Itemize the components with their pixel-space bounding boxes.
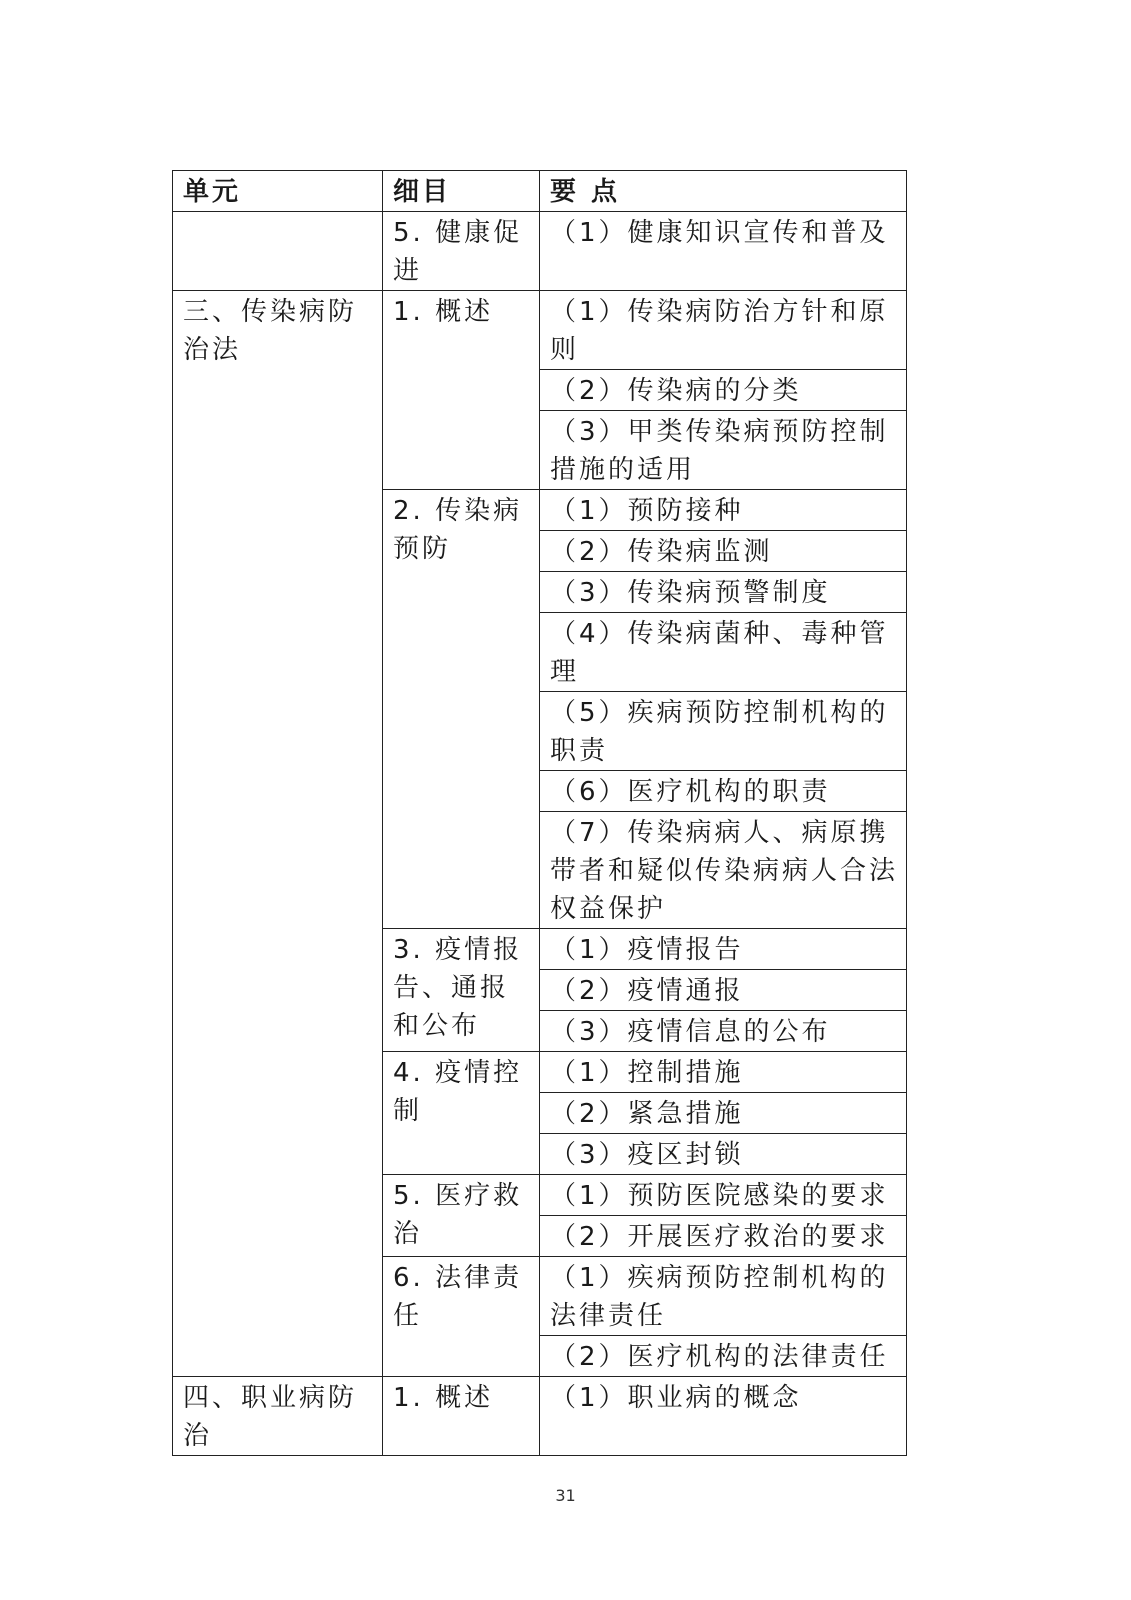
header-unit: 单元	[173, 171, 383, 212]
item-cell: 1. 概述	[383, 1377, 540, 1456]
item-cell: 5. 健康促进	[383, 212, 540, 291]
unit-cell	[173, 212, 383, 291]
point-cell: （2）医疗机构的法律责任	[540, 1336, 907, 1377]
header-item: 细目	[383, 171, 540, 212]
table-body	[173, 212, 907, 1456]
point-cell: （3）疫情信息的公布	[540, 1011, 907, 1052]
unit-cell: 三、传染病防治法	[173, 291, 383, 1377]
point-cell: （1）职业病的概念	[540, 1377, 907, 1456]
unit-cell: 四、职业病防治	[173, 1377, 383, 1456]
item-cell: 1. 概述	[383, 291, 540, 490]
page-number: 31	[555, 1486, 576, 1505]
point-cell: （1）预防接种	[540, 490, 907, 531]
header-points: 要 点	[540, 171, 907, 212]
point-cell: （1）疾病预防控制机构的法律责任	[540, 1257, 907, 1336]
point-cell: （3）甲类传染病预防控制措施的适用	[540, 411, 907, 490]
point-cell: （6）医疗机构的职责	[540, 771, 907, 812]
point-cell: （2）紧急措施	[540, 1093, 907, 1134]
item-cell: 5. 医疗救治	[383, 1175, 540, 1257]
point-cell: （2）开展医疗救治的要求	[540, 1216, 907, 1257]
point-cell: （3）传染病预警制度	[540, 572, 907, 613]
table-row	[173, 291, 907, 370]
point-cell: （2）传染病监测	[540, 531, 907, 572]
table-row	[173, 1377, 907, 1456]
point-cell: （4）传染病菌种、毒种管理	[540, 613, 907, 692]
outline-table	[172, 170, 907, 1456]
point-cell: （5）疾病预防控制机构的职责	[540, 692, 907, 771]
point-cell: （3）疫区封锁	[540, 1134, 907, 1175]
table-row	[173, 212, 907, 291]
item-cell: 3. 疫情报告、通报和公布	[383, 929, 540, 1052]
point-cell: （1）控制措施	[540, 1052, 907, 1093]
item-cell: 4. 疫情控制	[383, 1052, 540, 1175]
point-cell: （1）疫情报告	[540, 929, 907, 970]
point-cell: （2）传染病的分类	[540, 370, 907, 411]
point-cell: （1）健康知识宣传和普及	[540, 212, 907, 291]
point-cell: （1）预防医院感染的要求	[540, 1175, 907, 1216]
point-cell: （2）疫情通报	[540, 970, 907, 1011]
item-cell: 6. 法律责任	[383, 1257, 540, 1377]
header-row	[173, 171, 907, 212]
point-cell: （7）传染病病人、病原携带者和疑似传染病病人合法权益保护	[540, 812, 907, 929]
item-cell: 2. 传染病预防	[383, 490, 540, 929]
point-cell: （1）传染病防治方针和原则	[540, 291, 907, 370]
